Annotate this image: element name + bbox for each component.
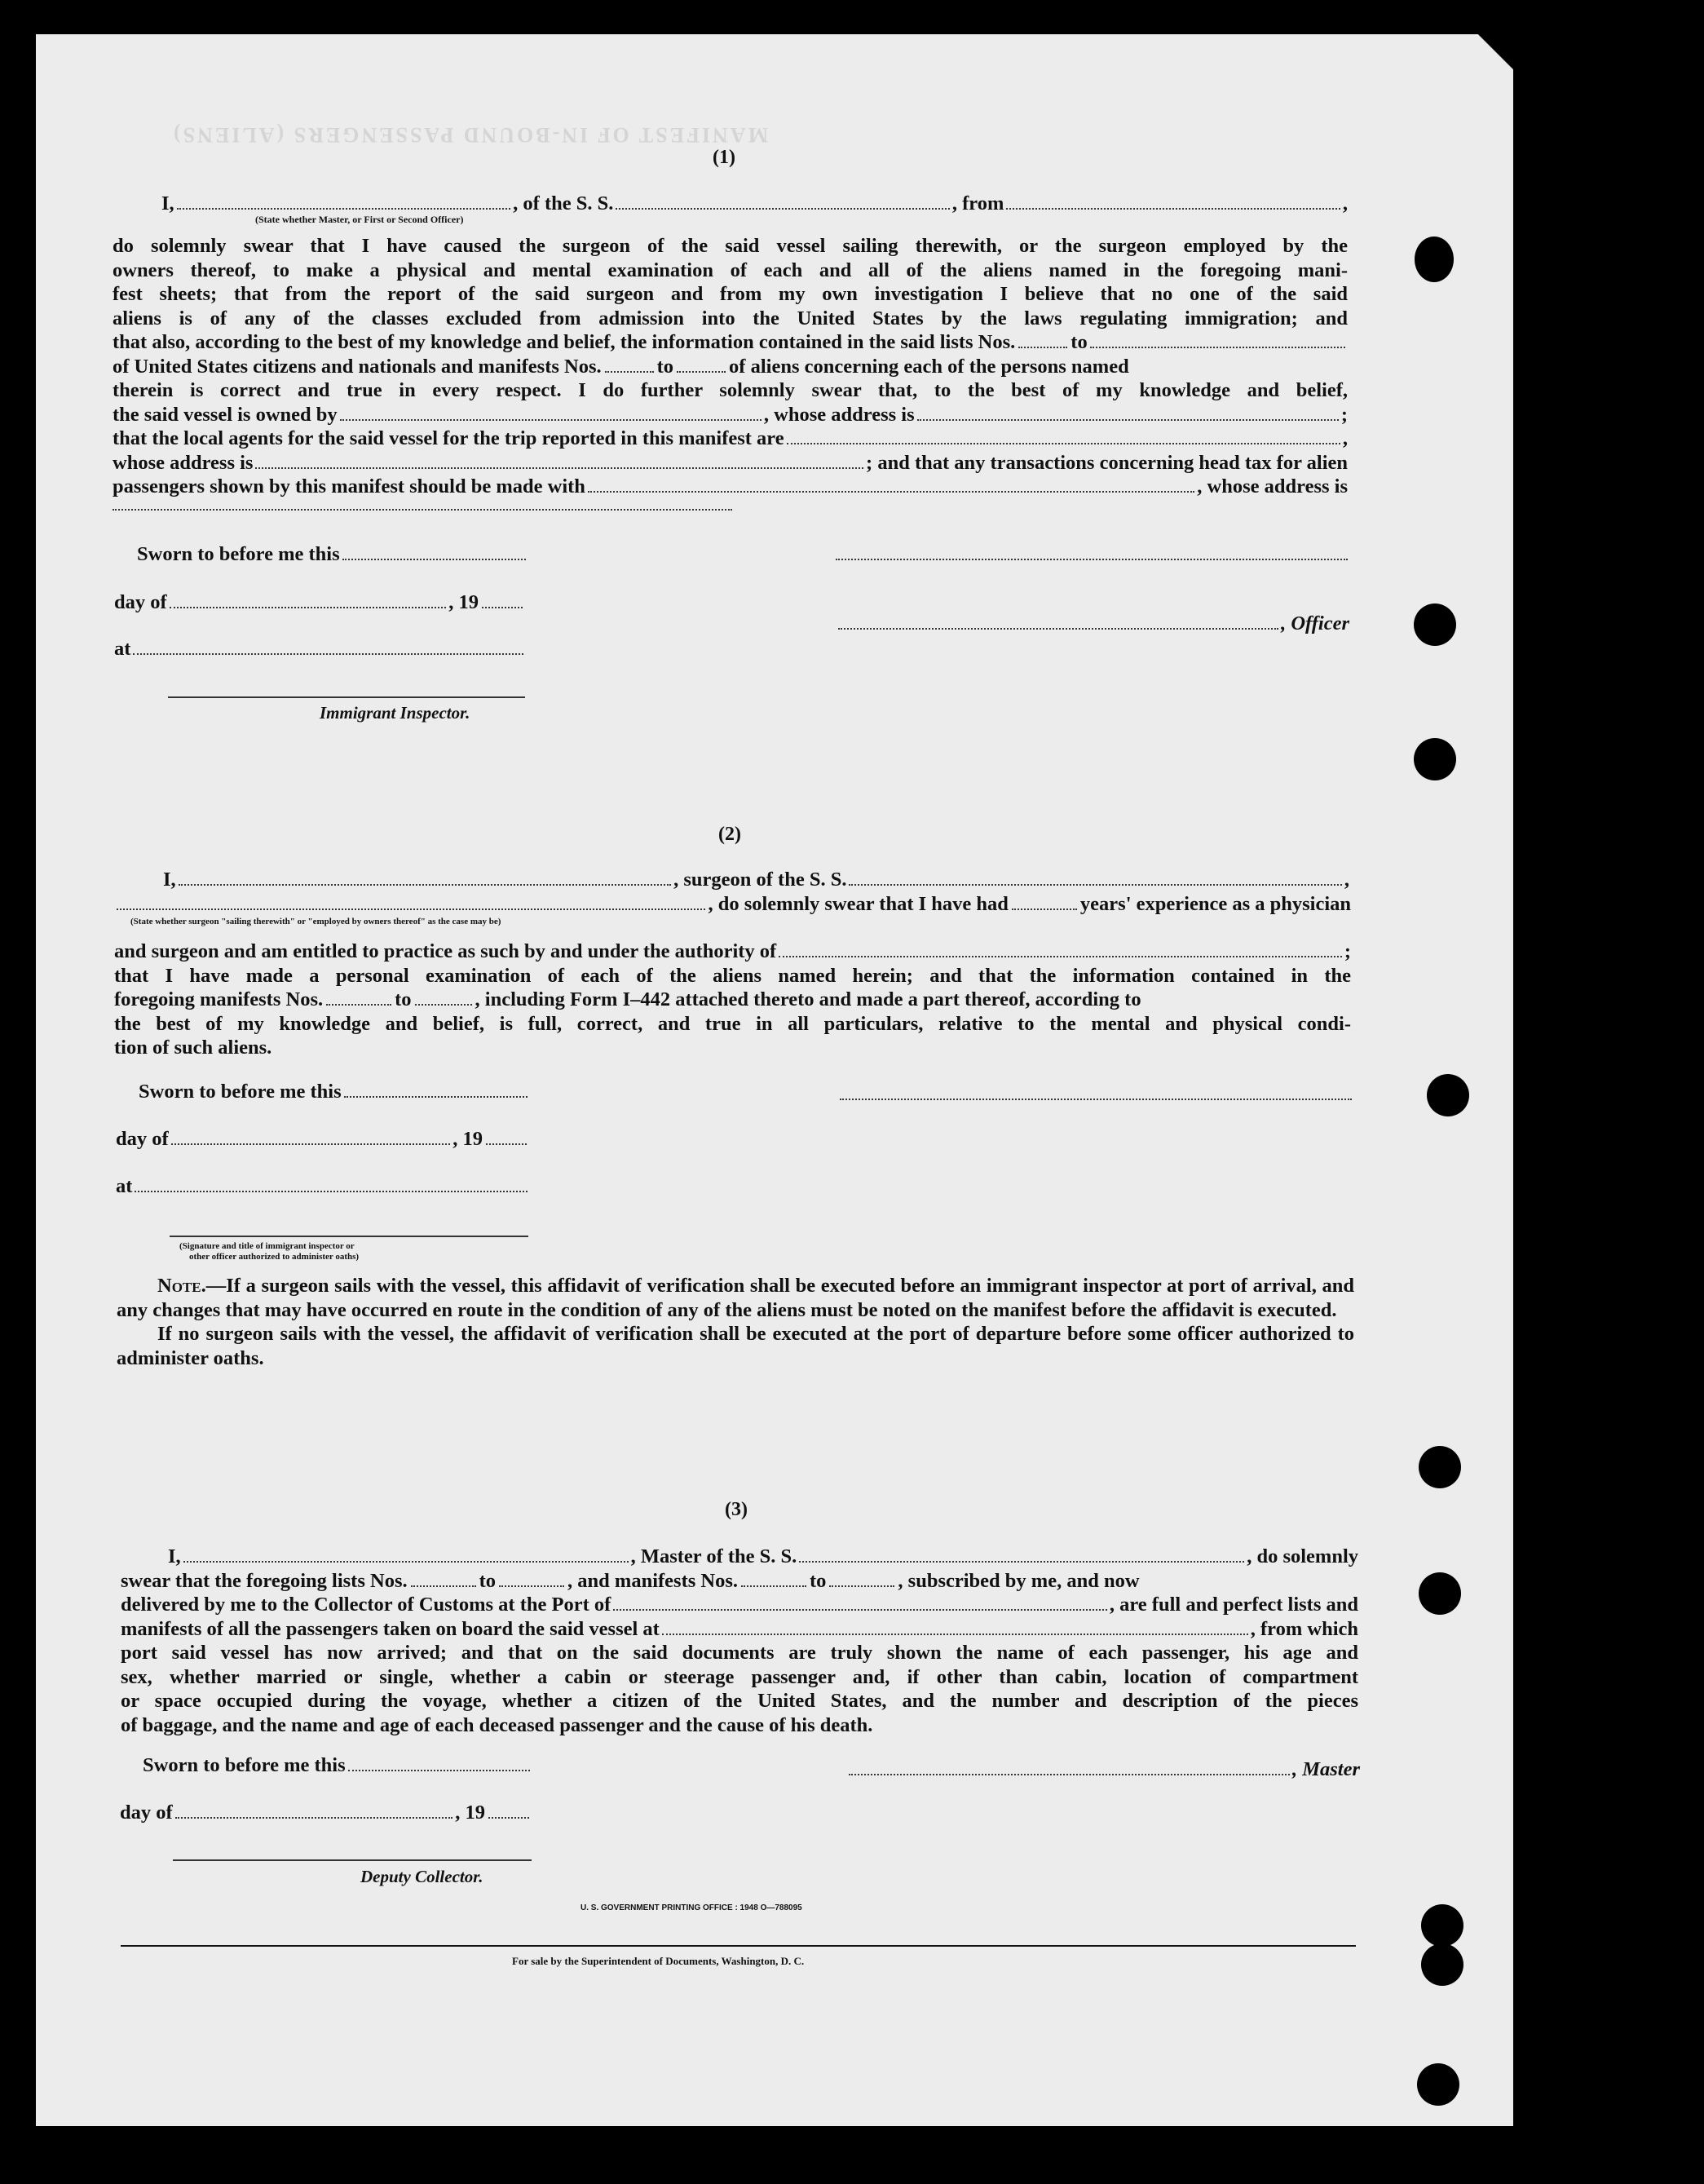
s2-sworn-text: Sworn to before me this (139, 1081, 342, 1103)
s1-body-line: aliens is of any of the classes excluded from admission into the United States by the laws regulating immigration; and (113, 307, 1348, 329)
s1-aliens-text: of aliens concerning each of the persons named (729, 355, 1129, 378)
s1-whose-address: , whose address is (763, 403, 915, 426)
s1-to: to (1071, 331, 1088, 353)
s1-to: to (656, 355, 674, 378)
surgeon-name-field[interactable] (179, 879, 671, 886)
s2-day-of-text: day of (116, 1128, 169, 1150)
s2-month-field[interactable] (171, 1138, 451, 1145)
s3-to: to (479, 1569, 497, 1592)
s3-port-field[interactable] (613, 1604, 1107, 1611)
s3-to-2: to (810, 1569, 827, 1592)
owner-field[interactable] (340, 414, 762, 421)
s3-i: I, (168, 1545, 181, 1567)
s3-manifests-text: , and manifests Nos. (567, 1569, 738, 1592)
s3-lists-to-field[interactable] (499, 1581, 564, 1587)
s1-owned-text: the said vessel is owned by (113, 403, 338, 426)
s3-month-field[interactable] (175, 1812, 453, 1819)
s2-sig-caption-2: other officer authorized to administer oaths) (189, 1252, 360, 1262)
s2-right-signature-line[interactable] (840, 1099, 1352, 1100)
s1-sworn (137, 542, 528, 567)
s3-taken-text: manifests of all the passengers taken on board the said vessel at (121, 1617, 660, 1640)
s1-passengers-text: passengers shown by this manifest should be made with (113, 475, 585, 497)
s3-sworn-text: Sworn to before me this (143, 1754, 346, 1776)
inspector-signature-line[interactable] (168, 696, 525, 698)
punch-hole (1417, 2063, 1459, 2106)
s3-body (121, 1545, 1358, 1737)
s2-sworn-day-field[interactable] (344, 1091, 528, 1098)
s1-at (114, 637, 526, 661)
s2-at (116, 1174, 530, 1199)
s1-sworn-day-field[interactable] (342, 554, 526, 560)
s1-sworn-text: Sworn to before me this (137, 543, 340, 565)
s3-from-which: , from which (1250, 1617, 1358, 1640)
punch-hole (1427, 1074, 1469, 1116)
s2-caption: (State whether surgeon "sailing therewith" or "employed by owners thereof" as the case may be) (130, 917, 501, 926)
s3-master-name-field[interactable] (183, 1556, 629, 1563)
s3-master-line (846, 1757, 1360, 1782)
s1-comma: , (1342, 427, 1348, 449)
s3-lists-from-field[interactable] (411, 1581, 476, 1587)
s2-manifests-to-field[interactable] (415, 999, 472, 1006)
s2-note2: If no surgeon sails with the vessel, the affidavit of verification shall be executed at the port of departure before some officer authorized to administer oaths. (117, 1323, 1354, 1369)
s2-years-text: years' experience as a physician (1079, 893, 1351, 915)
section-3-number: (3) (725, 1499, 748, 1520)
lists-to-field[interactable] (1090, 342, 1345, 348)
s2-including-text: , including Form I–442 attached thereto and made a part thereof, according to (475, 988, 1141, 1010)
s2-signature-line[interactable] (170, 1236, 528, 1237)
s2-note (117, 1274, 1354, 1370)
s2-day-of (116, 1127, 530, 1152)
sale-notice: For sale by the Superintendent of Documents, Washington, D. C. (512, 1955, 805, 1967)
punch-hole (1421, 1943, 1463, 1986)
s2-manifests-from-field[interactable] (326, 999, 391, 1006)
s2-foregoing-text: foregoing manifests Nos. (114, 988, 324, 1010)
s1-semicolon: ; (1340, 403, 1349, 426)
punch-hole (1421, 1904, 1463, 1947)
s1-i: I, (161, 192, 174, 214)
s2-sworn (139, 1080, 530, 1104)
punch-hole (1415, 237, 1454, 282)
s3-subscribed-text: , subscribed by me, and now (898, 1569, 1140, 1592)
agents-field[interactable] (787, 438, 1340, 444)
head-tax-party-field[interactable] (588, 486, 1194, 493)
s3-manifests-from-field[interactable] (741, 1581, 806, 1587)
vessel-name-field[interactable] (616, 203, 950, 210)
manifests-from-field[interactable] (605, 366, 654, 373)
s1-officer-label: , Officer (1281, 612, 1349, 634)
s2-semicolon: ; (1344, 940, 1351, 962)
s1-owned-line (113, 403, 1348, 427)
s3-last-line: of baggage, and the name and age of each deceased passenger and the cause of his death. (121, 1713, 873, 1736)
punch-hole (1419, 1446, 1461, 1488)
footer-rule (121, 1945, 1356, 1947)
s3-vessel-field[interactable] (799, 1556, 1244, 1563)
s3-day-of (120, 1801, 532, 1825)
s2-line-1 (163, 868, 1349, 892)
s1-lists-text: that also, according to the best of my knowledge and belief, the information contained in the said lists Nos. (113, 331, 1016, 353)
s3-solemnly: , do solemnly (1247, 1545, 1358, 1567)
s1-at-text: at (114, 638, 131, 660)
s1-body (113, 234, 1348, 499)
s1-therein-line: therein is correct and true in every respect. I do further solemnly swear that, to the best of my knowledge and belief, (113, 379, 1348, 401)
s2-vessel-field[interactable] (849, 879, 1341, 886)
punch-hole (1414, 603, 1456, 646)
s3-line-4 (121, 1617, 1358, 1642)
s1-place-field[interactable] (133, 648, 523, 655)
lists-from-field[interactable] (1018, 342, 1067, 348)
s2-place-field[interactable] (135, 1186, 528, 1192)
s3-line-1 (121, 1545, 1358, 1569)
s3-delivered-text: delivered by me to the Collector of Customs at the Port of (121, 1594, 611, 1616)
s3-line-3 (121, 1593, 1358, 1617)
s3-master-text: , Master of the S. S. (630, 1545, 797, 1567)
s3-embark-field[interactable] (662, 1629, 1248, 1635)
s3-deputy-label: Deputy Collector. (360, 1867, 483, 1886)
s1-agents-line (113, 427, 1348, 451)
s2-to: to (395, 988, 412, 1010)
agents-address-field[interactable] (255, 462, 863, 469)
s3-sworn-day-field[interactable] (348, 1765, 530, 1771)
s1-body-line: owners thereof, to make a physical and mental examination of each and all of the aliens named in the foregoing mani- (113, 259, 1348, 281)
s1-from: , from (951, 192, 1004, 214)
s3-lists-text: swear that the foregoing lists Nos. (121, 1569, 408, 1592)
s3-body-line: sex, whether married or single, whether a cabin or steerage passenger and, if other than cabin, location of compartment (121, 1665, 1358, 1688)
section-2-number: (2) (718, 824, 741, 845)
s1-body-line: fest sheets; that from the report of the said surgeon and from my own investigation I believe that no one of the said (113, 283, 1348, 305)
s3-line-2 (121, 1569, 1358, 1594)
s1-year-field[interactable] (482, 602, 523, 608)
section-1-number: (1) (713, 147, 735, 168)
s1-head-tax-text: ; and that any transactions concerning head tax for alien (866, 451, 1348, 474)
s2-best-line: the best of my knowledge and belief, is full, correct, and true in all particulars, relative to the mental and physical condi- (114, 1012, 1351, 1035)
s1-comma: , (1342, 192, 1348, 214)
s2-authority-line (114, 939, 1351, 964)
s3-body-line: port said vessel has now arrived; and that on the said documents are truly shown the name of each passenger, his age and (121, 1642, 1358, 1664)
s1-passengers-line (113, 475, 1348, 499)
s3-body-line: or space occupied during the voyage, whether a citizen of the United States, and the number and description of the pieces (121, 1690, 1358, 1712)
s2-note-para (117, 1274, 1354, 1322)
s2-at-text: at (116, 1175, 133, 1197)
s1-agents-text: that the local agents for the said vessel for the trip reported in this manifest are (113, 427, 784, 449)
owner-address-field[interactable] (917, 414, 1339, 421)
authority-field[interactable] (779, 951, 1342, 957)
deputy-signature-line[interactable] (173, 1859, 532, 1861)
s2-sig-caption-1: (Signature and title of immigrant inspector or (179, 1241, 355, 1251)
from-port-field[interactable] (1006, 203, 1340, 210)
note-text: —If a surgeon sails with the vessel, this affidavit of verification shall be executed before an immigrant inspector at port of arrival, and any changes that may have occurred en route in the condition of any of the aliens must be noted on the manifest before the affidavit is executed. (117, 1275, 1354, 1321)
s2-swear-text: , do solemnly swear that I have had (708, 893, 1009, 915)
s3-manifests-to-field[interactable] (829, 1581, 894, 1587)
s3-day-of-text: day of (120, 1802, 173, 1824)
s1-lists-line (113, 330, 1348, 355)
s3-year-text: , 19 (455, 1802, 485, 1824)
note-label: Note. (157, 1275, 206, 1297)
s1-officer-line (836, 612, 1349, 636)
s1-caption: (State whether Master, or First or Second Officer) (255, 214, 464, 225)
s1-right-signature-line[interactable] (836, 559, 1348, 560)
s3-master-signature-field[interactable] (849, 1769, 1290, 1775)
head-tax-address-field[interactable] (113, 509, 732, 511)
s2-body (114, 939, 1351, 1060)
years-experience-field[interactable] (1012, 904, 1077, 910)
punch-hole (1419, 1572, 1461, 1615)
s1-whose-text: whose address is (113, 451, 254, 474)
s2-i: I, (163, 869, 176, 891)
s2-comma: , (1344, 869, 1349, 891)
s3-year-field[interactable] (488, 1812, 529, 1819)
s2-line-2 (114, 892, 1351, 917)
s1-month-field[interactable] (170, 602, 447, 608)
surgeon-capacity-field[interactable] (117, 904, 705, 910)
manifests-to-field[interactable] (677, 366, 726, 373)
s1-manifests-text: of United States citizens and nationals and manifests Nos. (113, 355, 602, 378)
s1-year-text: , 19 (448, 591, 479, 613)
s3-sworn (143, 1753, 532, 1778)
s3-master-label: , Master (1291, 1758, 1360, 1780)
s1-whose-address-2: , whose address is (1197, 475, 1348, 497)
s2-last-line: tion of such aliens. (114, 1037, 272, 1059)
s1-body-line: do solemnly swear that I have caused the surgeon of the said vessel sailing therewith, or the surgeon employed by the (113, 235, 1348, 257)
s2-year-field[interactable] (486, 1138, 527, 1145)
s2-personal-line: that I have made a personal examination of each of the aliens named herein; and that the information contained in the (114, 964, 1351, 987)
s1-manifests-line (113, 355, 1348, 379)
s1-whose-line (113, 451, 1348, 475)
s1-inspector-label: Immigrant Inspector. (320, 703, 470, 723)
master-rank-field[interactable] (177, 203, 511, 210)
s2-surgeon-text: , surgeon of the S. S. (673, 869, 847, 891)
s1-of-ss: , of the S. S. (513, 192, 614, 214)
s1-day-of-text: day of (114, 591, 167, 613)
punch-hole (1414, 738, 1456, 780)
s3-full-text: , are full and perfect lists and (1109, 1594, 1358, 1616)
s2-authority-text: and surgeon and am entitled to practice as such by and under the authority of (114, 940, 777, 962)
gpo-imprint: U. S. GOVERNMENT PRINTING OFFICE : 1948 O—788095 (581, 1903, 802, 1912)
s1-line-1 (161, 192, 1348, 216)
s2-foregoing-line (114, 988, 1351, 1012)
s1-day-of (114, 590, 526, 615)
s2-year-text: , 19 (452, 1128, 483, 1150)
officer-signature-field[interactable] (838, 623, 1278, 630)
bleed-through-text: MANIFEST OF IN-BOUND PASSENGERS (ALIENS) (171, 123, 769, 147)
